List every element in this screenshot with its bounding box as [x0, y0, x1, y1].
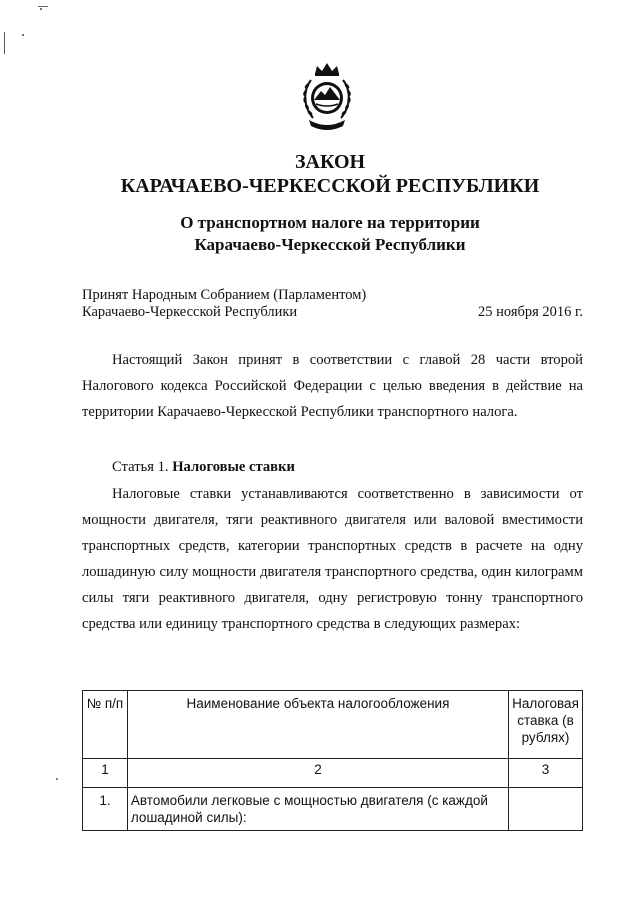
intro-paragraph [82, 347, 583, 425]
law-title-republic: КАРАЧАЕВО-ЧЕРКЕССКОЙ РЕСПУБЛИКИ [120, 175, 540, 197]
law-title: ЗАКОН [294, 151, 366, 173]
adoption-date: 25 ноября 2016 г. [477, 304, 583, 320]
table-index-row [83, 759, 583, 788]
law-subtitle-line2: Карачаево-Черкесской Республики [194, 235, 466, 254]
table-row [83, 788, 583, 831]
scan-margin-line [4, 32, 5, 54]
article-paragraph [82, 481, 583, 637]
row-name: Автомобили легковые с мощностью двигателя (с каждой лошадиной силы): [127, 788, 508, 831]
row-num: 1. [83, 788, 128, 831]
header-rate: Налоговая ставка (в рублях) [509, 691, 583, 759]
adoption-line1: Принят Народным Собранием (Парламентом) [82, 287, 367, 303]
article-body-text: Налоговые ставки устанавливаются соответственно в зависимости от мощности двигателя, тяги реактивного двигателя или валовой вместимости транспортных средств, категории транспортных средств в расчете на одну лошадиную силу мощности двигателя транспортного средства, один килограмм силы тяги реактивного двигателя, одну регистровую тонну транспортного средства или единицу транспортного средства в следующих размерах: [82, 486, 583, 632]
header-name: Наименование объекта налогообложения [127, 691, 508, 759]
index-cell: 2 [127, 759, 508, 788]
law-subtitle-line1: О транспортном налоге на территории [180, 213, 480, 232]
header-num: № п/п [83, 691, 128, 759]
table-header-row [83, 691, 583, 759]
scan-tick [38, 6, 48, 7]
row-rate [509, 788, 583, 831]
scan-speck [56, 778, 58, 780]
tax-rates-table [82, 690, 583, 831]
article-prefix: Статья 1. [112, 459, 169, 475]
scan-speck [22, 34, 24, 36]
article-title: Налоговые ставки [172, 459, 295, 475]
adoption-line2: Карачаево-Черкесской Республики [82, 304, 298, 320]
index-cell: 3 [509, 759, 583, 788]
article-heading [112, 456, 295, 478]
index-cell: 1 [83, 759, 128, 788]
coat-of-arms-emblem-icon [297, 60, 357, 134]
intro-text: Настоящий Закон принят в соответствии с главой 28 части второй Налогового кодекса Российской Федерации с целью введения в действие на территории Карачаево-Черкесской Республики транспортного налога. [82, 352, 583, 420]
scan-speck [40, 8, 42, 10]
